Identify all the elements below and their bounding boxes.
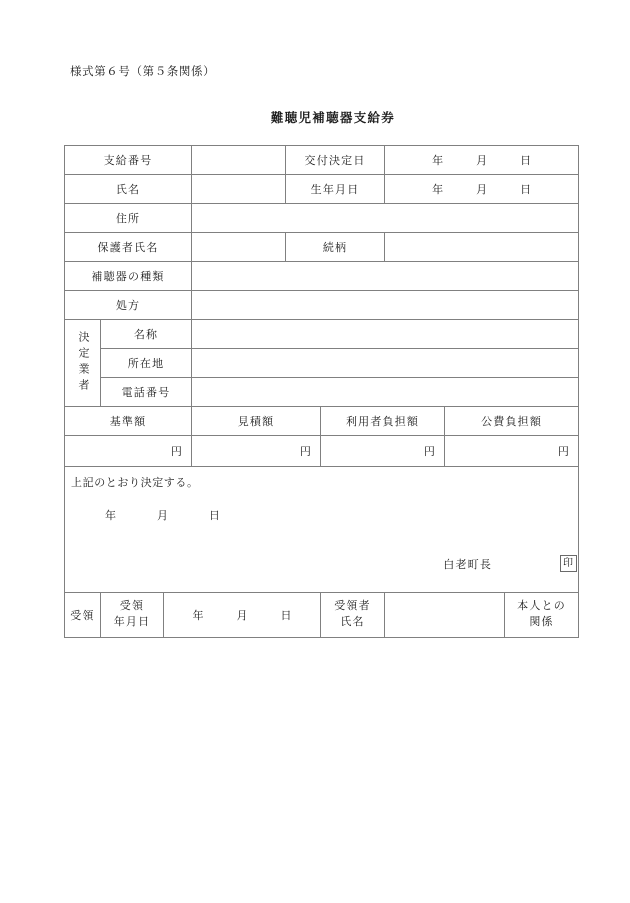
receipt-row (65, 593, 579, 638)
year-marker: 年 (192, 610, 204, 622)
amount-value-user-burden[interactable]: 円 (321, 436, 445, 467)
vendor-section-label (65, 320, 101, 407)
table-row (65, 146, 579, 175)
prescription-value[interactable] (192, 291, 579, 320)
table-row (65, 262, 579, 291)
decision-statement: 上記のとおり決定する。 (71, 477, 199, 489)
day-marker: 日 (520, 184, 532, 196)
signature-row (443, 555, 578, 572)
vendor-name-value[interactable] (192, 320, 579, 349)
amount-value-public-burden[interactable]: 円 (445, 436, 579, 467)
table-row (65, 175, 579, 204)
table-row (65, 349, 579, 378)
amount-value-row (65, 436, 579, 467)
seal-icon: 印 (560, 555, 577, 572)
amount-header-public-burden: 公費負担額 (445, 407, 579, 436)
year-marker: 年 (432, 155, 444, 167)
device-type-value[interactable] (192, 262, 579, 291)
name-value[interactable] (192, 175, 286, 204)
page-title: 難聴児補聴器支給券 (270, 111, 396, 125)
birth-date-label: 生年月日 (286, 175, 385, 204)
decision-date-label: 交付決定日 (286, 146, 385, 175)
amount-header-user-burden: 利用者負担額 (321, 407, 445, 436)
relation-label (505, 593, 579, 638)
receipt-date-label-line2: 年月日 (113, 616, 151, 628)
form-number: 様式第６号（第５条関係） (70, 66, 216, 78)
voucher-table (64, 145, 579, 638)
signer-title: 白老町長 (443, 558, 493, 571)
table-row (65, 291, 579, 320)
receiver-name-label (321, 593, 385, 638)
vendor-phone-label: 電話番号 (101, 378, 192, 407)
receipt-date-value[interactable] (164, 593, 321, 638)
guardian-name-label: 保護者氏名 (65, 233, 192, 262)
vendor-phone-value[interactable] (192, 378, 579, 407)
decision-date-value[interactable] (385, 146, 579, 175)
payment-number-value[interactable] (192, 146, 286, 175)
receiver-name-label-line2: 氏名 (340, 616, 365, 628)
month-marker: 月 (156, 510, 170, 522)
vendor-address-label: 所在地 (101, 349, 192, 378)
address-label: 住所 (65, 204, 192, 233)
address-value[interactable] (192, 204, 579, 233)
vendor-section-label-text: 決定業者 (77, 330, 89, 395)
table-row (65, 233, 579, 262)
amount-header-row (65, 407, 579, 436)
amount-header-estimate: 見積額 (192, 407, 321, 436)
table-row (65, 378, 579, 407)
receipt-label: 受領 (65, 593, 101, 638)
guardian-name-value[interactable] (192, 233, 286, 262)
birth-date-value[interactable] (385, 175, 579, 204)
table-row (65, 204, 579, 233)
month-marker: 月 (236, 610, 248, 622)
receiver-name-label-line1: 受領者 (334, 600, 371, 613)
prescription-label: 処方 (65, 291, 192, 320)
payment-number-label: 支給番号 (65, 146, 192, 175)
decision-row (65, 467, 579, 593)
decision-block (65, 467, 579, 593)
relationship-label: 続柄 (286, 233, 385, 262)
table-row (65, 320, 579, 349)
receiver-name-value[interactable] (385, 593, 505, 638)
name-label: 氏名 (65, 175, 192, 204)
month-marker: 月 (476, 155, 488, 167)
year-marker: 年 (105, 510, 118, 522)
month-marker: 月 (476, 184, 488, 196)
relation-label-line1: 本人との (517, 600, 566, 613)
year-marker: 年 (432, 184, 444, 196)
vendor-address-value[interactable] (192, 349, 579, 378)
device-type-label: 補聴器の種類 (65, 262, 192, 291)
amount-value-estimate[interactable]: 円 (192, 436, 321, 467)
amount-header-standard: 基準額 (65, 407, 192, 436)
amount-value-standard[interactable]: 円 (65, 436, 192, 467)
receipt-date-label-line1: 受領 (119, 600, 145, 613)
vendor-name-label: 名称 (101, 320, 192, 349)
relationship-value[interactable] (385, 233, 579, 262)
receipt-date-label (101, 593, 164, 638)
relation-label-line2: 関係 (529, 616, 554, 628)
day-marker: 日 (208, 510, 222, 522)
decision-date-line[interactable] (105, 507, 578, 523)
day-marker: 日 (520, 155, 532, 167)
day-marker: 日 (280, 610, 292, 622)
